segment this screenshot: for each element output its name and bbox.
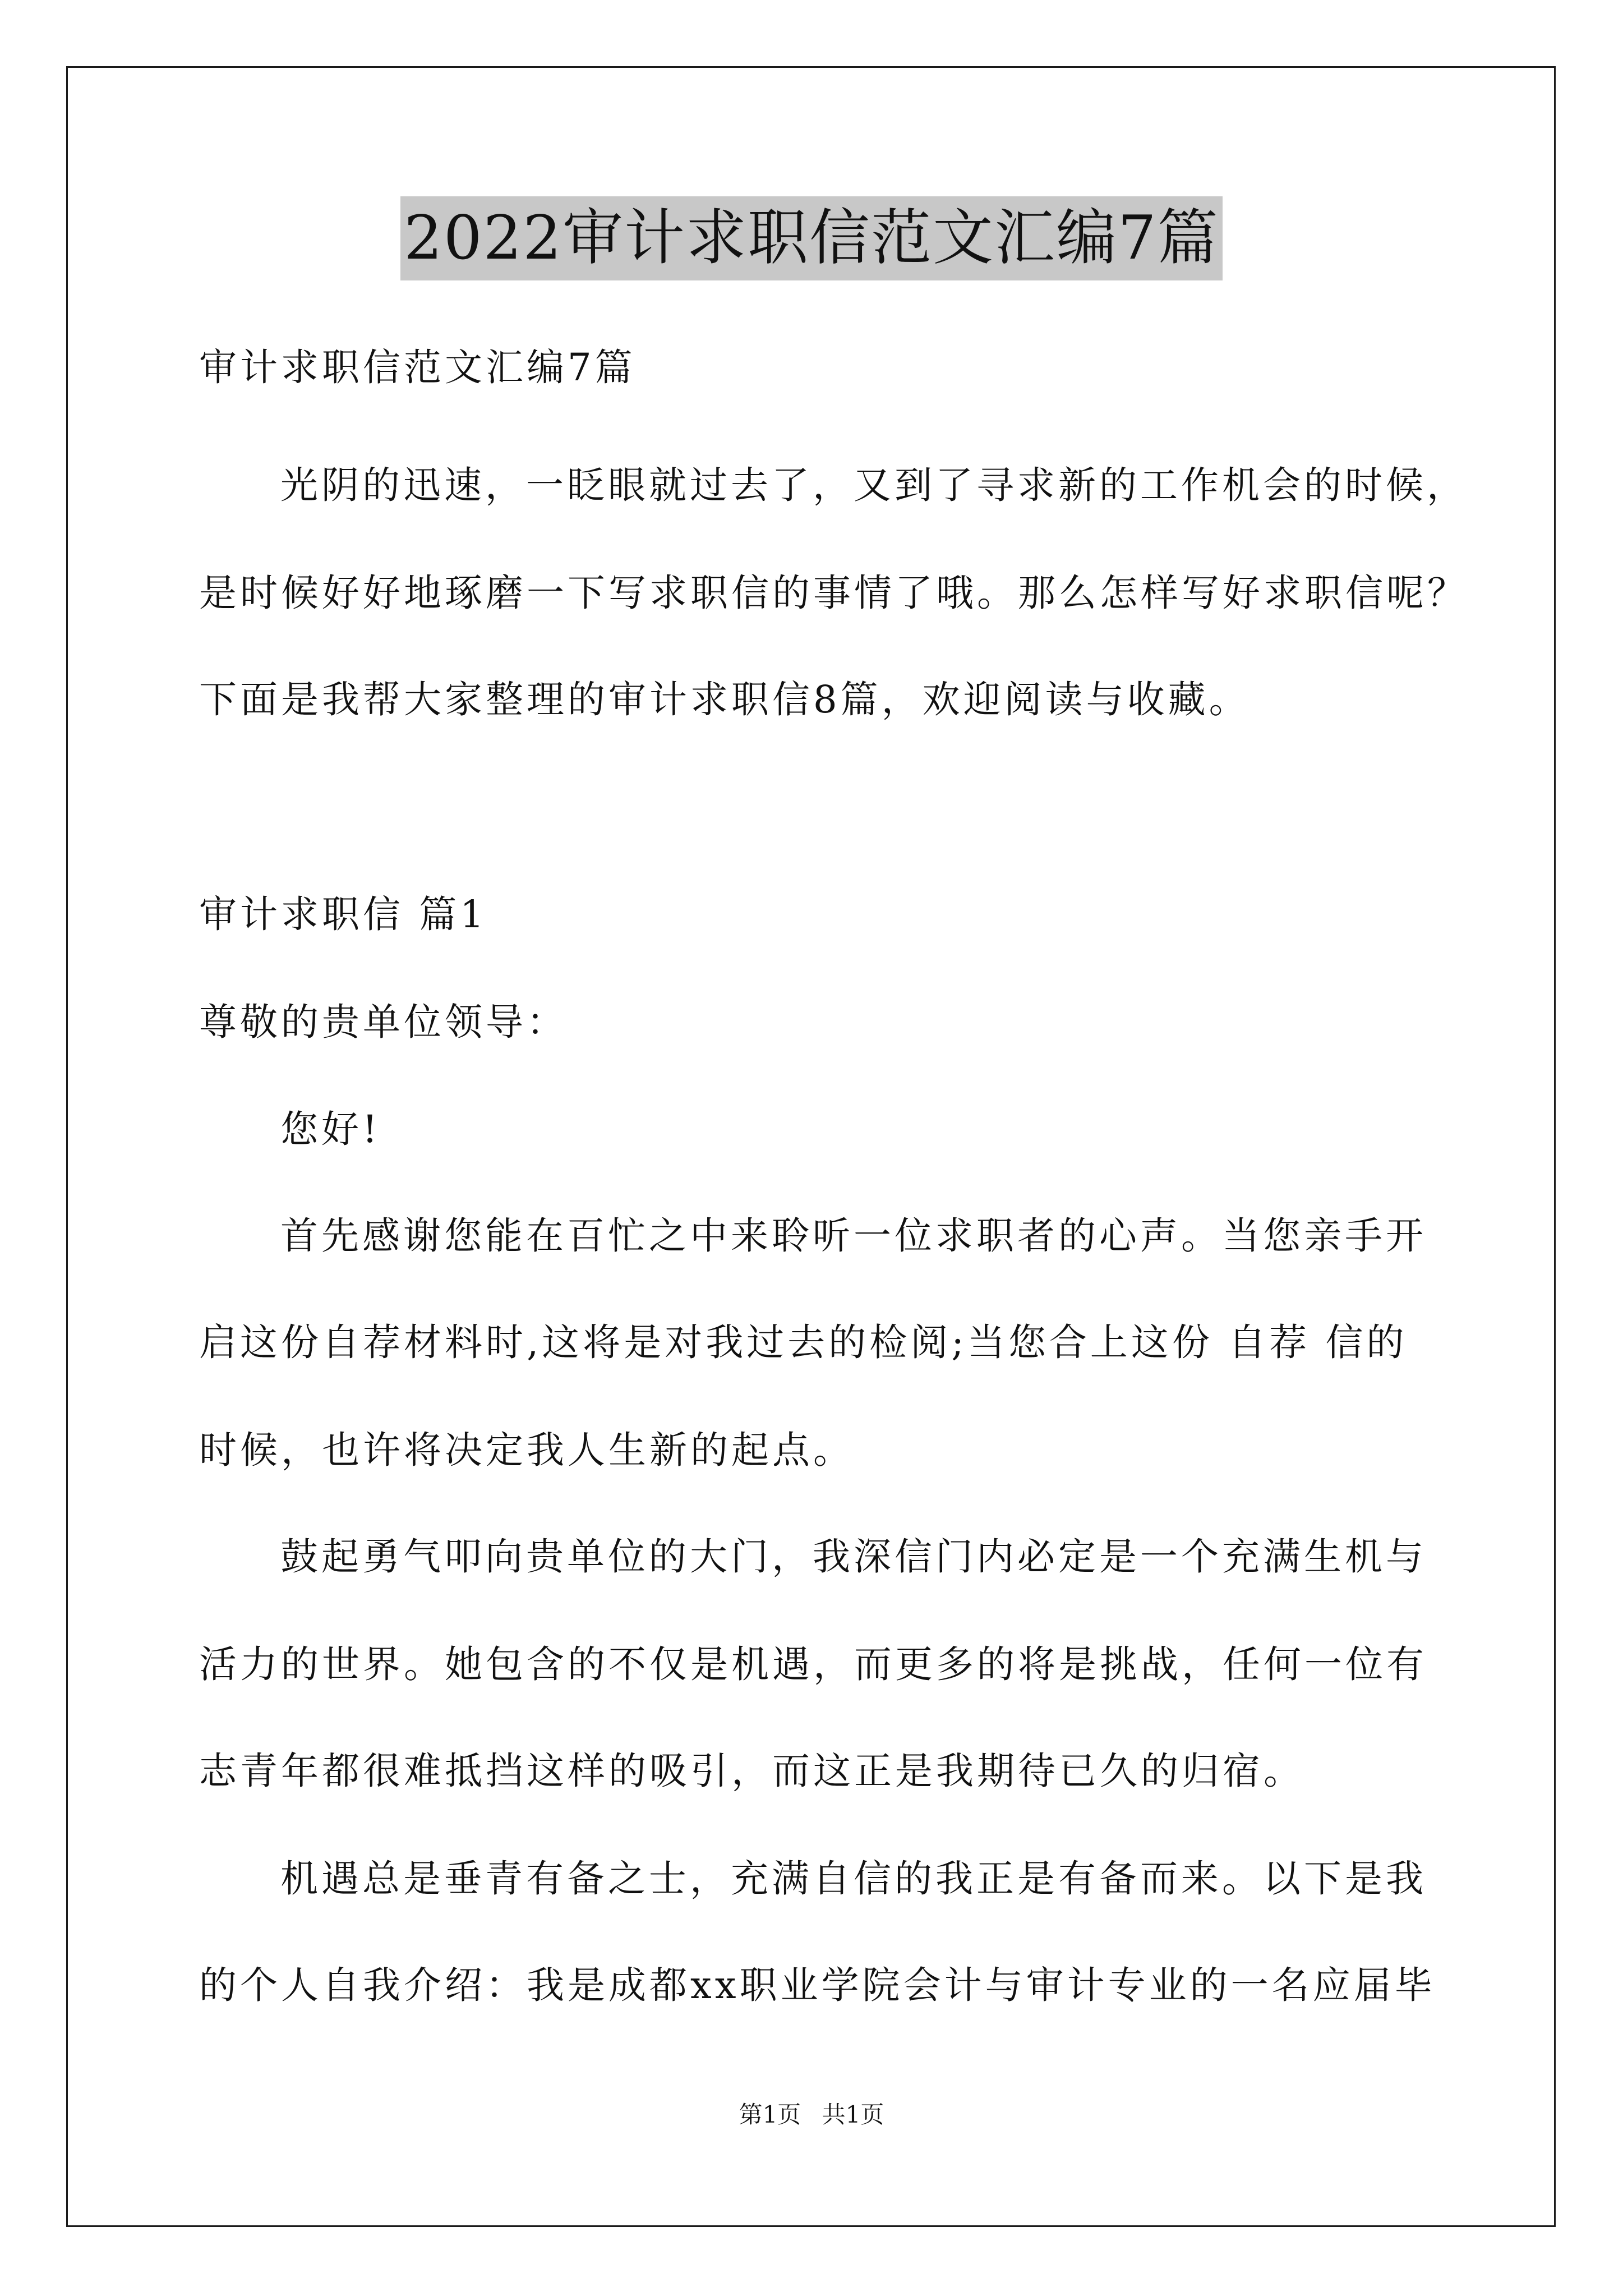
intro-line-1: 光阴的迅速，一眨眼就过去了，又到了寻求新的工作机会的时候， — [280, 463, 1468, 507]
section-heading: 审计求职信 篇1 — [199, 892, 487, 936]
body-line-7: 机遇总是垂青有备之士，充满自信的我正是有备而来。以下是我 — [280, 1857, 1427, 1901]
body-line-1: 首先感谢您能在百忙之中来聆听一位求职者的心声。当您亲手开 — [280, 1214, 1427, 1258]
page-total: 共1页 — [822, 2101, 884, 2128]
body-line-8: 的个人自我介绍：我是成都xx职业学院会计与审计专业的一名应届毕 — [199, 1963, 1436, 2007]
greeting: 您好! — [280, 1107, 381, 1151]
intro-line-3: 下面是我帮大家整理的审计求职信8篇，欢迎阅读与收藏。 — [199, 678, 1250, 721]
intro-line-2: 是时候好好地琢磨一下写求职信的事情了哦。那么怎样写好求职信呢？ — [199, 571, 1468, 615]
page-number: 第1页 — [739, 2101, 801, 2128]
title-container — [0, 196, 1623, 280]
document-subtitle: 审计求职信范文汇编7篇 — [199, 346, 636, 389]
salutation: 尊敬的贵单位领导： — [199, 1000, 568, 1044]
body-line-6: 志青年都很难抵挡这样的吸引，而这正是我期待已久的归宿。 — [199, 1749, 1304, 1793]
body-line-2: 启这份自荐材料时,这将是对我过去的检阅;当您合上这份 自荐 信的 — [199, 1320, 1408, 1364]
body-line-4: 鼓起勇气叩向贵单位的大门，我深信门内必定是一个充满生机与 — [280, 1535, 1427, 1579]
body-line-5: 活力的世界。她包含的不仅是机遇，而更多的将是挑战，任何一位有 — [199, 1642, 1427, 1686]
document-title: 2022审计求职信范文汇编7篇 — [400, 196, 1223, 280]
body-line-3: 时候，也许将决定我人生新的起点。 — [199, 1428, 854, 1472]
page-footer — [0, 2098, 1623, 2132]
